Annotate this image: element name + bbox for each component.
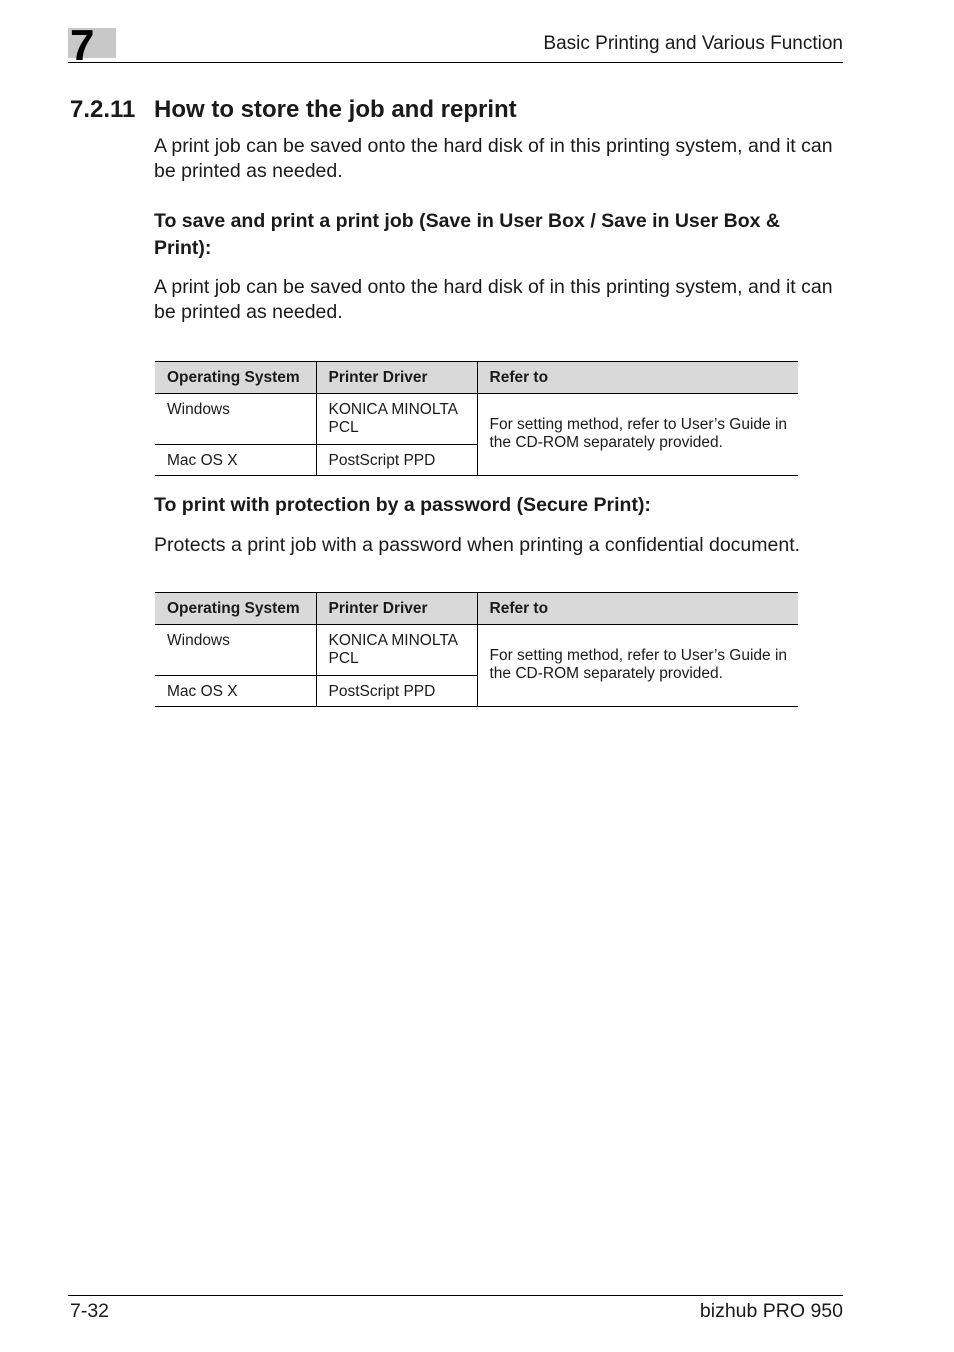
os-cell: Mac OS X xyxy=(155,445,316,476)
section-heading xyxy=(70,95,517,125)
column-header: Printer Driver xyxy=(316,362,477,394)
product-name: bizhub PRO 950 xyxy=(699,1300,843,1322)
os-cell: Windows xyxy=(155,394,316,445)
table-header-row xyxy=(155,362,798,394)
secure-print-body: Protects a print job with a password when printing a confidential document. xyxy=(154,534,801,556)
footer-rule xyxy=(68,1295,843,1296)
save-print-table xyxy=(155,361,798,476)
section-title: How to store the job and reprint xyxy=(154,96,517,123)
running-header-title: Basic Printing and Various Function xyxy=(543,33,843,54)
refer-to-cell: For setting method, refer to User’s Guide in the CD-ROM separately provided. xyxy=(477,394,798,476)
section-number: 7.2.11 xyxy=(70,96,136,123)
driver-cell: PostScript PPD xyxy=(316,445,477,476)
os-cell: Windows xyxy=(155,625,316,676)
driver-cell: PostScript PPD xyxy=(316,676,477,707)
column-header: Printer Driver xyxy=(316,593,477,625)
driver-cell: KONICA MINOLTA PCL xyxy=(316,625,477,676)
driver-cell: KONICA MINOLTA PCL xyxy=(316,394,477,445)
os-cell: Mac OS X xyxy=(155,676,316,707)
section-intro: A print job can be saved onto the hard disk of in this printing system, and it can be printed as needed. xyxy=(154,135,833,182)
save-print-body: A print job can be saved onto the hard disk of in this printing system, and it can be printed as needed. xyxy=(154,276,833,323)
column-header: Refer to xyxy=(477,593,798,625)
secure-print-table xyxy=(155,592,798,707)
column-header: Operating System xyxy=(155,593,316,625)
save-print-heading: To save and print a print job (Save in User Box / Save in User Box & Print): xyxy=(154,210,780,259)
table-row xyxy=(155,625,798,676)
chapter-number: 7 xyxy=(70,21,95,70)
column-header: Operating System xyxy=(155,362,316,394)
table-header-row xyxy=(155,593,798,625)
secure-print-heading: To print with protection by a password (Secure Print): xyxy=(154,494,651,516)
table-row xyxy=(155,394,798,445)
header-rule xyxy=(68,62,843,63)
refer-to-cell: For setting method, refer to User’s Guide in the CD-ROM separately provided. xyxy=(477,625,798,707)
column-header: Refer to xyxy=(477,362,798,394)
page-number: 7-32 xyxy=(70,1300,110,1322)
